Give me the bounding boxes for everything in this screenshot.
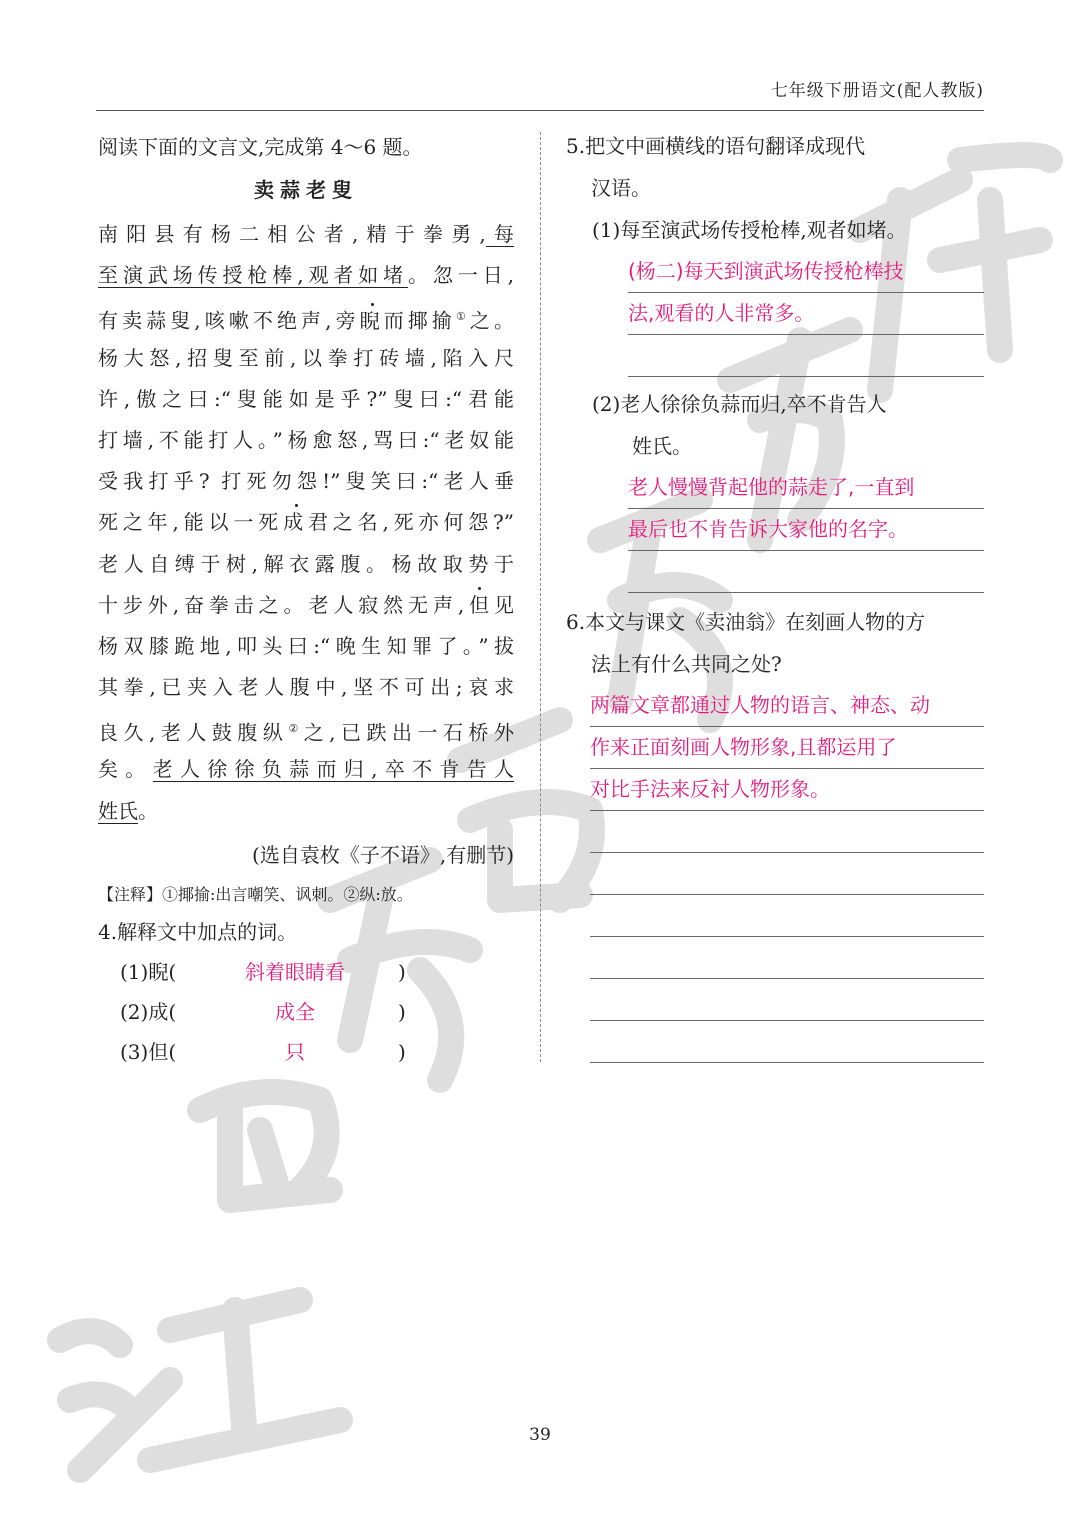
q4-item: (3)但( 只 ) xyxy=(98,1032,514,1072)
passage-line: 打墙,不能打人。”杨愈怒,骂曰:“老奴能 xyxy=(98,427,514,452)
page-number: 39 xyxy=(529,1425,551,1445)
question-5-sub1: (1)每至演武场传授枪棒,观者如堵。 xyxy=(592,218,907,242)
answer-line xyxy=(590,811,984,853)
passage-line: 南阳县有杨二相公者,精于拳勇,每 xyxy=(98,222,514,246)
passage-line: 矣。老人徐徐负蒜而归,卒不肯告人 xyxy=(98,757,515,782)
question-5-sub2-cont: 姓氏。 xyxy=(632,434,692,458)
answer-line xyxy=(628,551,984,593)
answer-lines-5-2 xyxy=(628,467,984,593)
answer-line: 老人慢慢背起他的蒜走了,一直到 xyxy=(628,467,984,509)
answer-text: 只 xyxy=(285,1039,305,1064)
answer-lines-6 xyxy=(590,685,984,1063)
annotation-note: 【注释】①揶揄:出言嘲笑、讽刺。②纵:放。 xyxy=(98,884,413,904)
answer-line xyxy=(590,895,984,937)
q4-item: (1)睨( 斜着眼睛看 ) xyxy=(98,952,514,992)
underlined-sentence: 姓氏 xyxy=(98,798,138,823)
answer-line: 法,观看的人非常多。 xyxy=(628,293,984,335)
question-6-title-cont: 法上有什么共同之处? xyxy=(591,652,782,676)
answer-text: 成全 xyxy=(275,999,315,1024)
passage-line: 十步外,奋拳击之。老人寂然无声,但见 xyxy=(98,592,515,617)
question-4-title: 4.解释文中加点的词。 xyxy=(98,919,298,944)
footnote-marker: ① xyxy=(455,310,470,324)
passage-line: 至演武场传授枪棒,观者如堵。忽一日, xyxy=(98,263,514,288)
answer-line xyxy=(590,1021,984,1063)
answer-line: 作来正面刻画人物形象,且都运用了 xyxy=(590,727,984,769)
answer-line xyxy=(590,979,984,1021)
dotted-word: 成 xyxy=(283,510,308,535)
passage-line: 受我打乎? 打死勿怨!”叟笑曰:“老人垂 xyxy=(98,469,514,494)
answer-line xyxy=(628,335,984,377)
answer-line: 最后也不肯告诉大家他的名字。 xyxy=(628,509,984,551)
passage-line: 良久,老人鼓腹纵②之,已跌出一石桥外 xyxy=(98,720,515,745)
reading-intro: 阅读下面的文言文,完成第 4～6 题。 xyxy=(98,135,423,159)
underlined-sentence: 至演武场传授枪棒,观者如堵 xyxy=(98,263,409,288)
dotted-word: 睨 xyxy=(359,309,384,334)
underlined-sentence: 每 xyxy=(485,222,514,246)
passage-line: 老人自缚于树,解衣露腹。杨故取势于 xyxy=(98,551,514,576)
header-rule xyxy=(96,110,984,111)
answer-line: 对比手法来反衬人物形象。 xyxy=(590,769,984,811)
answer-text: 斜着眼睛看 xyxy=(245,959,345,984)
passage-title: 卖蒜老叟 xyxy=(254,178,358,202)
passage-line: 其拳,已夹入老人腹中,坚不可出;哀求 xyxy=(98,675,514,700)
answer-line xyxy=(590,853,984,895)
passage-line: 姓氏。 xyxy=(98,798,158,823)
question-5-title: 5.把文中画横线的语句翻译成现代 xyxy=(566,134,866,158)
passage-line: 杨双膝跪地,叩头曰:“晚生知罪了。”拔 xyxy=(98,633,514,658)
classical-passage xyxy=(98,214,514,832)
question-5-title-cont: 汉语。 xyxy=(591,176,651,200)
footnote-marker: ② xyxy=(288,722,304,736)
question-6-title: 6.本文与课文《卖油翁》在刻画人物的方 xyxy=(566,610,926,634)
q4-item: (2)成( 成全 ) xyxy=(98,992,514,1032)
answer-lines-5-1 xyxy=(628,251,984,377)
dotted-word: 但 xyxy=(464,592,495,617)
passage-line: 死之年,能以一死成君之名,死亦何怨?” xyxy=(98,510,515,535)
right-column xyxy=(566,125,984,1063)
underlined-sentence: 老人徐徐负蒜而归,卒不肯告人 xyxy=(152,757,515,782)
column-divider xyxy=(540,132,541,1062)
passage-line: 许,傲之曰:“叟能如是乎?”叟曰:“君能 xyxy=(98,386,514,411)
answer-line xyxy=(590,937,984,979)
book-header: 七年级下册语文(配人教版) xyxy=(770,81,984,101)
passage-line: 杨大怒,招叟至前,以拳打砖墙,陷入尺 xyxy=(98,345,514,370)
passage-line: 有卖蒜叟,咳嗽不绝声,旁睨而揶揄①之。 xyxy=(98,309,514,334)
left-column xyxy=(98,128,514,1072)
answer-line: (杨二)每天到演武场传授枪棒技 xyxy=(628,251,984,293)
question-5-sub2: (2)老人徐徐负蒜而归,卒不肯告人 xyxy=(592,392,887,416)
passage-source: (选自袁枚《子不语》,有删节) xyxy=(252,842,514,867)
answer-line: 两篇文章都通过人物的语言、神态、动 xyxy=(590,685,984,727)
